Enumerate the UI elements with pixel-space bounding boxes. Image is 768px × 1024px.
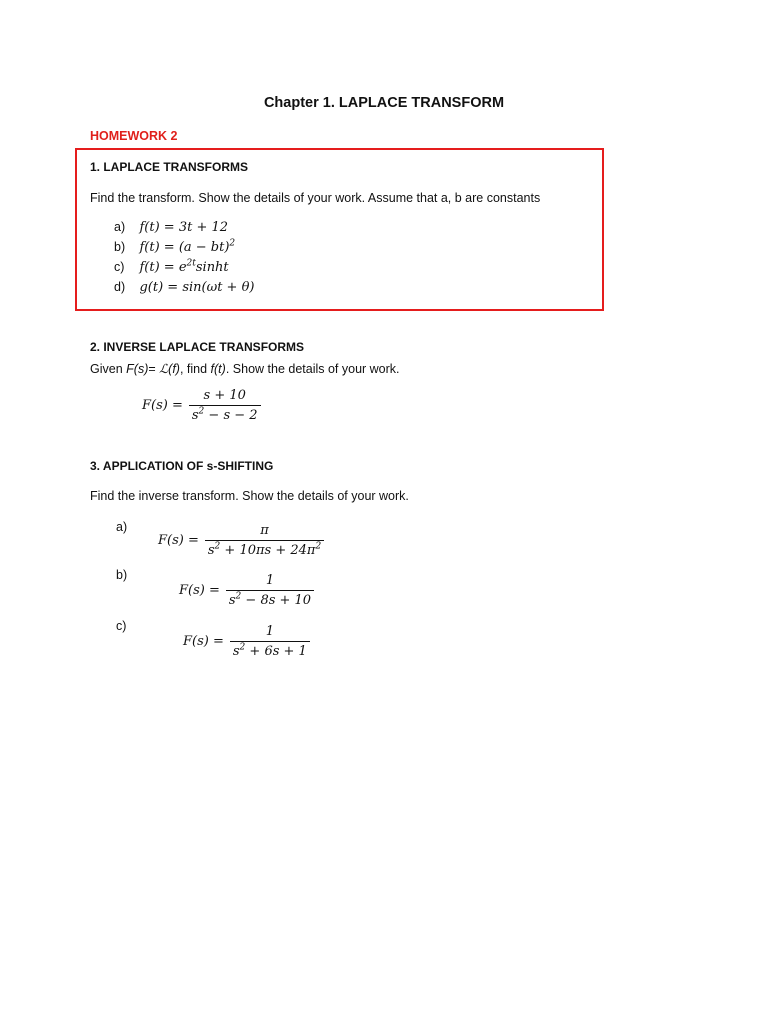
item-label: c) bbox=[114, 260, 125, 274]
homework-label: HOMEWORK 2 bbox=[90, 129, 178, 143]
equation: f(t) = (a − bt)$^2$ bbox=[139, 238, 236, 255]
item-label: d) bbox=[114, 280, 126, 294]
equation: g(t) = sin(ωt + θ) bbox=[139, 280, 255, 295]
section1-item-c bbox=[114, 260, 229, 275]
section3-item-b-equation: F(s) = $\frac{1}{s^2 - 8s + 10}$ bbox=[179, 573, 314, 608]
section1-item-b bbox=[114, 240, 235, 255]
equation: f(t) = 3t + 12 bbox=[139, 220, 229, 235]
section1-item-a bbox=[114, 220, 228, 235]
section2-equation: F(s) = $\frac{s + 10}{s^2 - s - 2}$ bbox=[142, 388, 261, 423]
section3-item-c-equation: F(s) = $\frac{1}{s^2 + 6s + 1}$ bbox=[183, 624, 310, 659]
page-title: Chapter 1. LAPLACE TRANSFORM bbox=[263, 95, 505, 111]
section1-instruction: Find the transform. Show the details of your work. Assume that a, b are constants bbox=[90, 191, 541, 205]
item-label: b) bbox=[114, 240, 126, 254]
item-label: a) bbox=[114, 220, 126, 234]
section3-heading: 3. APPLICATION OF s-SHIFTING bbox=[90, 459, 274, 473]
section1-heading: 1. LAPLACE TRANSFORMS bbox=[90, 160, 249, 174]
laplace-symbol: ℒ bbox=[159, 361, 169, 376]
section3-item-a-equation: F(s) = $\frac{\pi}{s^2 + 10\pi s + 24\pi^2}$ bbox=[158, 523, 324, 558]
equation: $f(t) = e^{2t}\sinh t$ bbox=[139, 258, 229, 275]
section3-item-a-label: a) bbox=[116, 520, 128, 534]
section2-given: Given F(s)= ℒ(f), find f(t). Show the details of your work. bbox=[90, 361, 400, 376]
section3-item-b-label: b) bbox=[116, 568, 128, 582]
section3-item-c-label: c) bbox=[116, 619, 127, 633]
section2-heading: 2. INVERSE LAPLACE TRANSFORMS bbox=[90, 340, 305, 354]
section1-item-d bbox=[114, 280, 255, 295]
section3-instruction: Find the inverse transform. Show the details of your work. bbox=[90, 489, 409, 503]
